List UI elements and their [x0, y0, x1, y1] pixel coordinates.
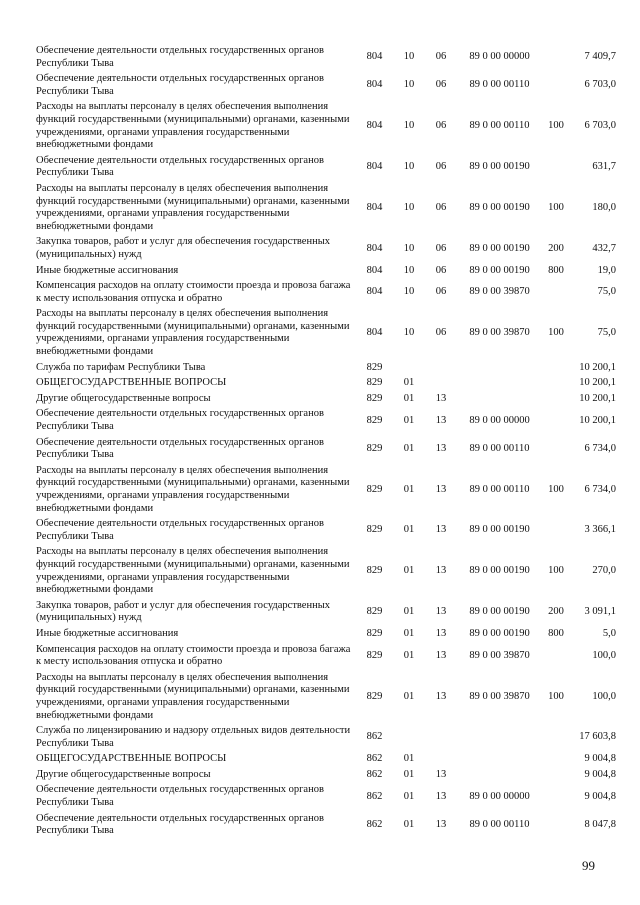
row-target-article: 89 0 00 00110 [469, 818, 530, 830]
row-amount: 6 703,0 [584, 79, 616, 91]
row-name: Расходы на выплаты персоналу в целях обеспечения выполнения функций государственными (муниципальными) органами, казенными учреждениями, органами управления государственными внебюджетными фондами [36, 546, 350, 596]
table-row [36, 750, 616, 766]
row-section-code: 10 [403, 79, 415, 91]
row-subsection-code: 13 [435, 690, 447, 702]
row-department-code: 804 [366, 79, 383, 91]
row-department-code: 829 [366, 690, 383, 702]
row-department-code: 804 [366, 201, 383, 213]
row-section-code: 01 [403, 442, 415, 454]
table-row [36, 597, 616, 625]
row-department-code: 862 [366, 790, 383, 802]
row-amount: 631,7 [592, 161, 616, 173]
row-target-article [457, 390, 542, 406]
row-name: Обеспечение деятельности отдельных государственных органов Республики Тыва [36, 154, 324, 179]
row-department-code: 829 [366, 442, 383, 454]
row-expense-type [542, 390, 570, 406]
row-section-code [393, 359, 425, 375]
row-name: Обеспечение деятельности отдельных государственных органов Республики Тыва [36, 812, 324, 837]
row-name: Компенсация расходов на оплату стоимости проезда и провоза багажа к месту использования отпуска и обратно [36, 280, 351, 304]
row-expense-type: 800 [548, 264, 564, 276]
row-amount: 10 200,1 [579, 361, 616, 373]
row-subsection-code: 13 [435, 627, 447, 639]
row-expense-type [542, 152, 570, 180]
row-expense-type [542, 374, 570, 390]
row-department-code: 829 [366, 414, 383, 426]
table-row [36, 42, 616, 70]
row-amount: 19,0 [597, 264, 616, 276]
table-row [36, 641, 616, 669]
row-section-code: 01 [403, 690, 415, 702]
row-subsection-code: 06 [435, 286, 447, 298]
row-expense-type [542, 277, 570, 305]
row-department-code: 829 [366, 606, 383, 618]
row-target-article [457, 722, 542, 750]
row-subsection-code: 06 [435, 120, 447, 132]
row-subsection-code: 13 [435, 442, 447, 454]
row-expense-type [542, 641, 570, 669]
row-subsection-code [425, 722, 457, 750]
table-row [36, 405, 616, 433]
table-row [36, 359, 616, 375]
row-amount: 9 004,8 [584, 790, 616, 802]
row-expense-type: 200 [548, 242, 564, 254]
row-name: Обеспечение деятельности отдельных государственных органов Республики Тыва [36, 408, 324, 433]
row-name: Иные бюджетные ассигнования [36, 627, 179, 639]
row-expense-type [542, 722, 570, 750]
row-subsection-code: 06 [435, 161, 447, 173]
row-subsection-code [425, 750, 457, 766]
row-department-code: 804 [366, 51, 383, 63]
row-name: Компенсация расходов на оплату стоимости проезда и провоза багажа к месту использования отпуска и обратно [36, 643, 351, 668]
row-name: Иные бюджетные ассигнования [36, 264, 179, 276]
table-row [36, 625, 616, 641]
row-amount: 10 200,1 [579, 392, 616, 404]
row-subsection-code: 06 [435, 51, 447, 63]
table-row [36, 781, 616, 809]
row-amount: 100,0 [592, 690, 616, 702]
row-target-article [457, 374, 542, 390]
row-name: Расходы на выплаты персоналу в целях обеспечения выполнения функций государственными (муниципальными) органами, казенными учреждениями, органами управления государственными внебюджетными фондами [36, 464, 350, 514]
row-expense-type [542, 434, 570, 462]
row-department-code: 829 [366, 649, 383, 661]
row-section-code: 01 [403, 524, 415, 536]
row-section-code: 01 [403, 753, 415, 765]
row-subsection-code: 13 [435, 392, 447, 404]
table-row [36, 262, 616, 278]
row-amount: 3 366,1 [584, 524, 616, 536]
row-section-code: 01 [403, 627, 415, 639]
row-department-code: 804 [366, 286, 383, 298]
table-row [36, 515, 616, 543]
row-subsection-code: 06 [435, 201, 447, 213]
row-expense-type [542, 781, 570, 809]
row-section-code: 01 [403, 818, 415, 830]
row-name: Расходы на выплаты персоналу в целях обеспечения выполнения функций государственными (муниципальными) органами, казенными учреждениями, органами управления государственными внебюджетными фондами [36, 671, 350, 721]
row-target-article: 89 0 00 39870 [469, 690, 530, 702]
row-subsection-code: 13 [435, 524, 447, 536]
row-section-code: 01 [403, 565, 415, 577]
table-row [36, 722, 616, 750]
row-amount: 270,0 [592, 565, 616, 577]
row-section-code: 10 [403, 286, 415, 298]
table-row [36, 98, 616, 151]
row-department-code: 829 [366, 524, 383, 536]
row-target-article [457, 750, 542, 766]
row-amount: 6 703,0 [584, 120, 616, 132]
row-subsection-code: 13 [435, 768, 447, 780]
row-subsection-code: 13 [435, 790, 447, 802]
row-section-code: 10 [403, 161, 415, 173]
table-row [36, 180, 616, 233]
table-row [36, 305, 616, 358]
row-department-code: 829 [366, 377, 383, 389]
row-expense-type [542, 810, 570, 838]
row-section-code: 01 [403, 414, 415, 426]
row-subsection-code [425, 374, 457, 390]
row-name: Расходы на выплаты персоналу в целях обеспечения выполнения функций государственными (муниципальными) органами, казенными учреждениями, органами управления государственными внебюджетными фондами [36, 101, 350, 151]
row-name: Обеспечение деятельности отдельных государственных органов Республики Тыва [36, 45, 324, 69]
row-amount: 3 091,1 [584, 606, 616, 618]
row-department-code: 804 [366, 161, 383, 173]
row-name: Обеспечение деятельности отдельных государственных органов Республики Тыва [36, 73, 324, 97]
row-target-article: 89 0 00 00190 [469, 606, 530, 618]
row-amount: 75,0 [597, 286, 616, 298]
row-expense-type [542, 515, 570, 543]
row-target-article [457, 766, 542, 782]
row-department-code: 804 [366, 327, 383, 339]
row-subsection-code [425, 359, 457, 375]
row-target-article: 89 0 00 39870 [469, 327, 530, 339]
row-section-code: 01 [403, 392, 415, 404]
table-row [36, 277, 616, 305]
row-name: Служба по тарифам Республики Тыва [36, 361, 206, 373]
row-target-article: 89 0 00 00190 [469, 201, 530, 213]
row-target-article [457, 359, 542, 375]
row-subsection-code: 13 [435, 565, 447, 577]
row-name: Обеспечение деятельности отдельных государственных органов Республики Тыва [36, 436, 324, 461]
budget-table [36, 42, 616, 838]
row-target-article: 89 0 00 00190 [469, 627, 530, 639]
row-expense-type: 100 [548, 201, 564, 213]
row-expense-type: 100 [548, 690, 564, 702]
row-department-code: 829 [366, 361, 383, 373]
row-section-code: 10 [403, 120, 415, 132]
row-name: Другие общегосударственные вопросы [36, 392, 211, 404]
table-row [36, 390, 616, 406]
row-target-article: 89 0 00 00110 [469, 483, 530, 495]
row-amount: 17 603,8 [579, 731, 616, 743]
row-target-article: 89 0 00 00000 [469, 414, 530, 426]
row-target-article: 89 0 00 00190 [469, 242, 530, 254]
row-subsection-code: 13 [435, 606, 447, 618]
row-department-code: 862 [366, 731, 383, 743]
row-amount: 75,0 [597, 327, 616, 339]
row-target-article: 89 0 00 00110 [469, 120, 530, 132]
row-subsection-code: 13 [435, 649, 447, 661]
table-row [36, 462, 616, 515]
row-expense-type [542, 750, 570, 766]
row-department-code: 829 [366, 483, 383, 495]
row-name: Другие общегосударственные вопросы [36, 768, 211, 780]
row-expense-type: 100 [548, 565, 564, 577]
row-expense-type [542, 70, 570, 98]
page-number: 99 [582, 858, 595, 873]
row-section-code: 01 [403, 649, 415, 661]
row-section-code: 01 [403, 483, 415, 495]
row-department-code: 829 [366, 392, 383, 404]
row-amount: 9 004,8 [584, 768, 616, 780]
row-name: Обеспечение деятельности отдельных государственных органов Республики Тыва [36, 784, 324, 809]
row-department-code: 804 [366, 120, 383, 132]
row-target-article: 89 0 00 00000 [469, 51, 530, 63]
row-name: Расходы на выплаты персоналу в целях обеспечения выполнения функций государственными (муниципальными) органами, казенными учреждениями, органами управления государственными внебюджетными фондами [36, 182, 350, 232]
row-target-article: 89 0 00 39870 [469, 649, 530, 661]
row-amount: 6 734,0 [584, 483, 616, 495]
row-section-code: 01 [403, 790, 415, 802]
row-department-code: 804 [366, 242, 383, 254]
table-row [36, 374, 616, 390]
row-amount: 6 734,0 [584, 442, 616, 454]
table-row [36, 766, 616, 782]
row-department-code: 862 [366, 753, 383, 765]
row-subsection-code: 06 [435, 79, 447, 91]
row-amount: 8 047,8 [584, 818, 616, 830]
row-section-code: 10 [403, 51, 415, 63]
row-name: ОБЩЕГОСУДАРСТВЕННЫЕ ВОПРОСЫ [36, 377, 227, 389]
row-target-article: 89 0 00 00110 [469, 442, 530, 454]
row-amount: 10 200,1 [579, 377, 616, 389]
row-subsection-code: 06 [435, 327, 447, 339]
row-target-article: 89 0 00 00190 [469, 524, 530, 536]
row-name: Обеспечение деятельности отдельных государственных органов Республики Тыва [36, 518, 324, 542]
row-expense-type: 200 [548, 606, 564, 618]
table-row [36, 434, 616, 462]
table-row [36, 669, 616, 722]
row-amount: 100,0 [592, 649, 616, 661]
table-row [36, 233, 616, 261]
row-expense-type [542, 766, 570, 782]
table-row [36, 70, 616, 98]
row-amount: 10 200,1 [579, 414, 616, 426]
row-expense-type [542, 405, 570, 433]
row-subsection-code: 06 [435, 242, 447, 254]
row-expense-type: 800 [548, 627, 564, 639]
row-section-code: 01 [403, 377, 415, 389]
row-section-code: 10 [403, 264, 415, 276]
row-amount: 7 409,7 [584, 51, 616, 63]
row-target-article: 89 0 00 39870 [469, 286, 530, 298]
row-target-article: 89 0 00 00190 [469, 565, 530, 577]
row-expense-type [542, 42, 570, 70]
row-name: Расходы на выплаты персоналу в целях обеспечения выполнения функций государственными (муниципальными) органами, казенными учреждениями, органами управления государственными внебюджетными фондами [36, 308, 350, 358]
row-name: Служба по лицензированию и надзору отдельных видов деятельности Республики Тыва [36, 725, 351, 749]
row-amount: 180,0 [592, 201, 616, 213]
row-department-code: 862 [366, 768, 383, 780]
row-expense-type: 100 [548, 120, 564, 132]
row-section-code: 10 [403, 327, 415, 339]
row-name: Закупка товаров, работ и услуг для обеспечения государственных (муниципальных) нужд [36, 236, 331, 260]
row-target-article: 89 0 00 00190 [469, 161, 530, 173]
budget-table-body [36, 42, 616, 838]
row-expense-type: 100 [548, 483, 564, 495]
row-section-code: 01 [403, 768, 415, 780]
row-expense-type: 100 [548, 327, 564, 339]
table-row [36, 152, 616, 180]
row-subsection-code: 13 [435, 414, 447, 426]
row-target-article: 89 0 00 00000 [469, 790, 530, 802]
table-row [36, 810, 616, 838]
row-department-code: 862 [366, 818, 383, 830]
row-target-article: 89 0 00 00190 [469, 264, 530, 276]
row-name: ОБЩЕГОСУДАРСТВЕННЫЕ ВОПРОСЫ [36, 753, 227, 765]
row-subsection-code: 13 [435, 483, 447, 495]
row-amount: 9 004,8 [584, 753, 616, 765]
row-expense-type [542, 359, 570, 375]
row-section-code [393, 722, 425, 750]
row-amount: 5,0 [602, 627, 616, 639]
row-section-code: 01 [403, 606, 415, 618]
row-section-code: 10 [403, 242, 415, 254]
row-department-code: 804 [366, 264, 383, 276]
row-section-code: 10 [403, 201, 415, 213]
row-department-code: 829 [366, 565, 383, 577]
row-name: Закупка товаров, работ и услуг для обеспечения государственных (муниципальных) нужд [36, 599, 331, 624]
row-department-code: 829 [366, 627, 383, 639]
row-subsection-code: 13 [435, 818, 447, 830]
row-amount: 432,7 [592, 242, 616, 254]
row-target-article: 89 0 00 00110 [469, 79, 530, 91]
row-subsection-code: 06 [435, 264, 447, 276]
table-row [36, 543, 616, 596]
